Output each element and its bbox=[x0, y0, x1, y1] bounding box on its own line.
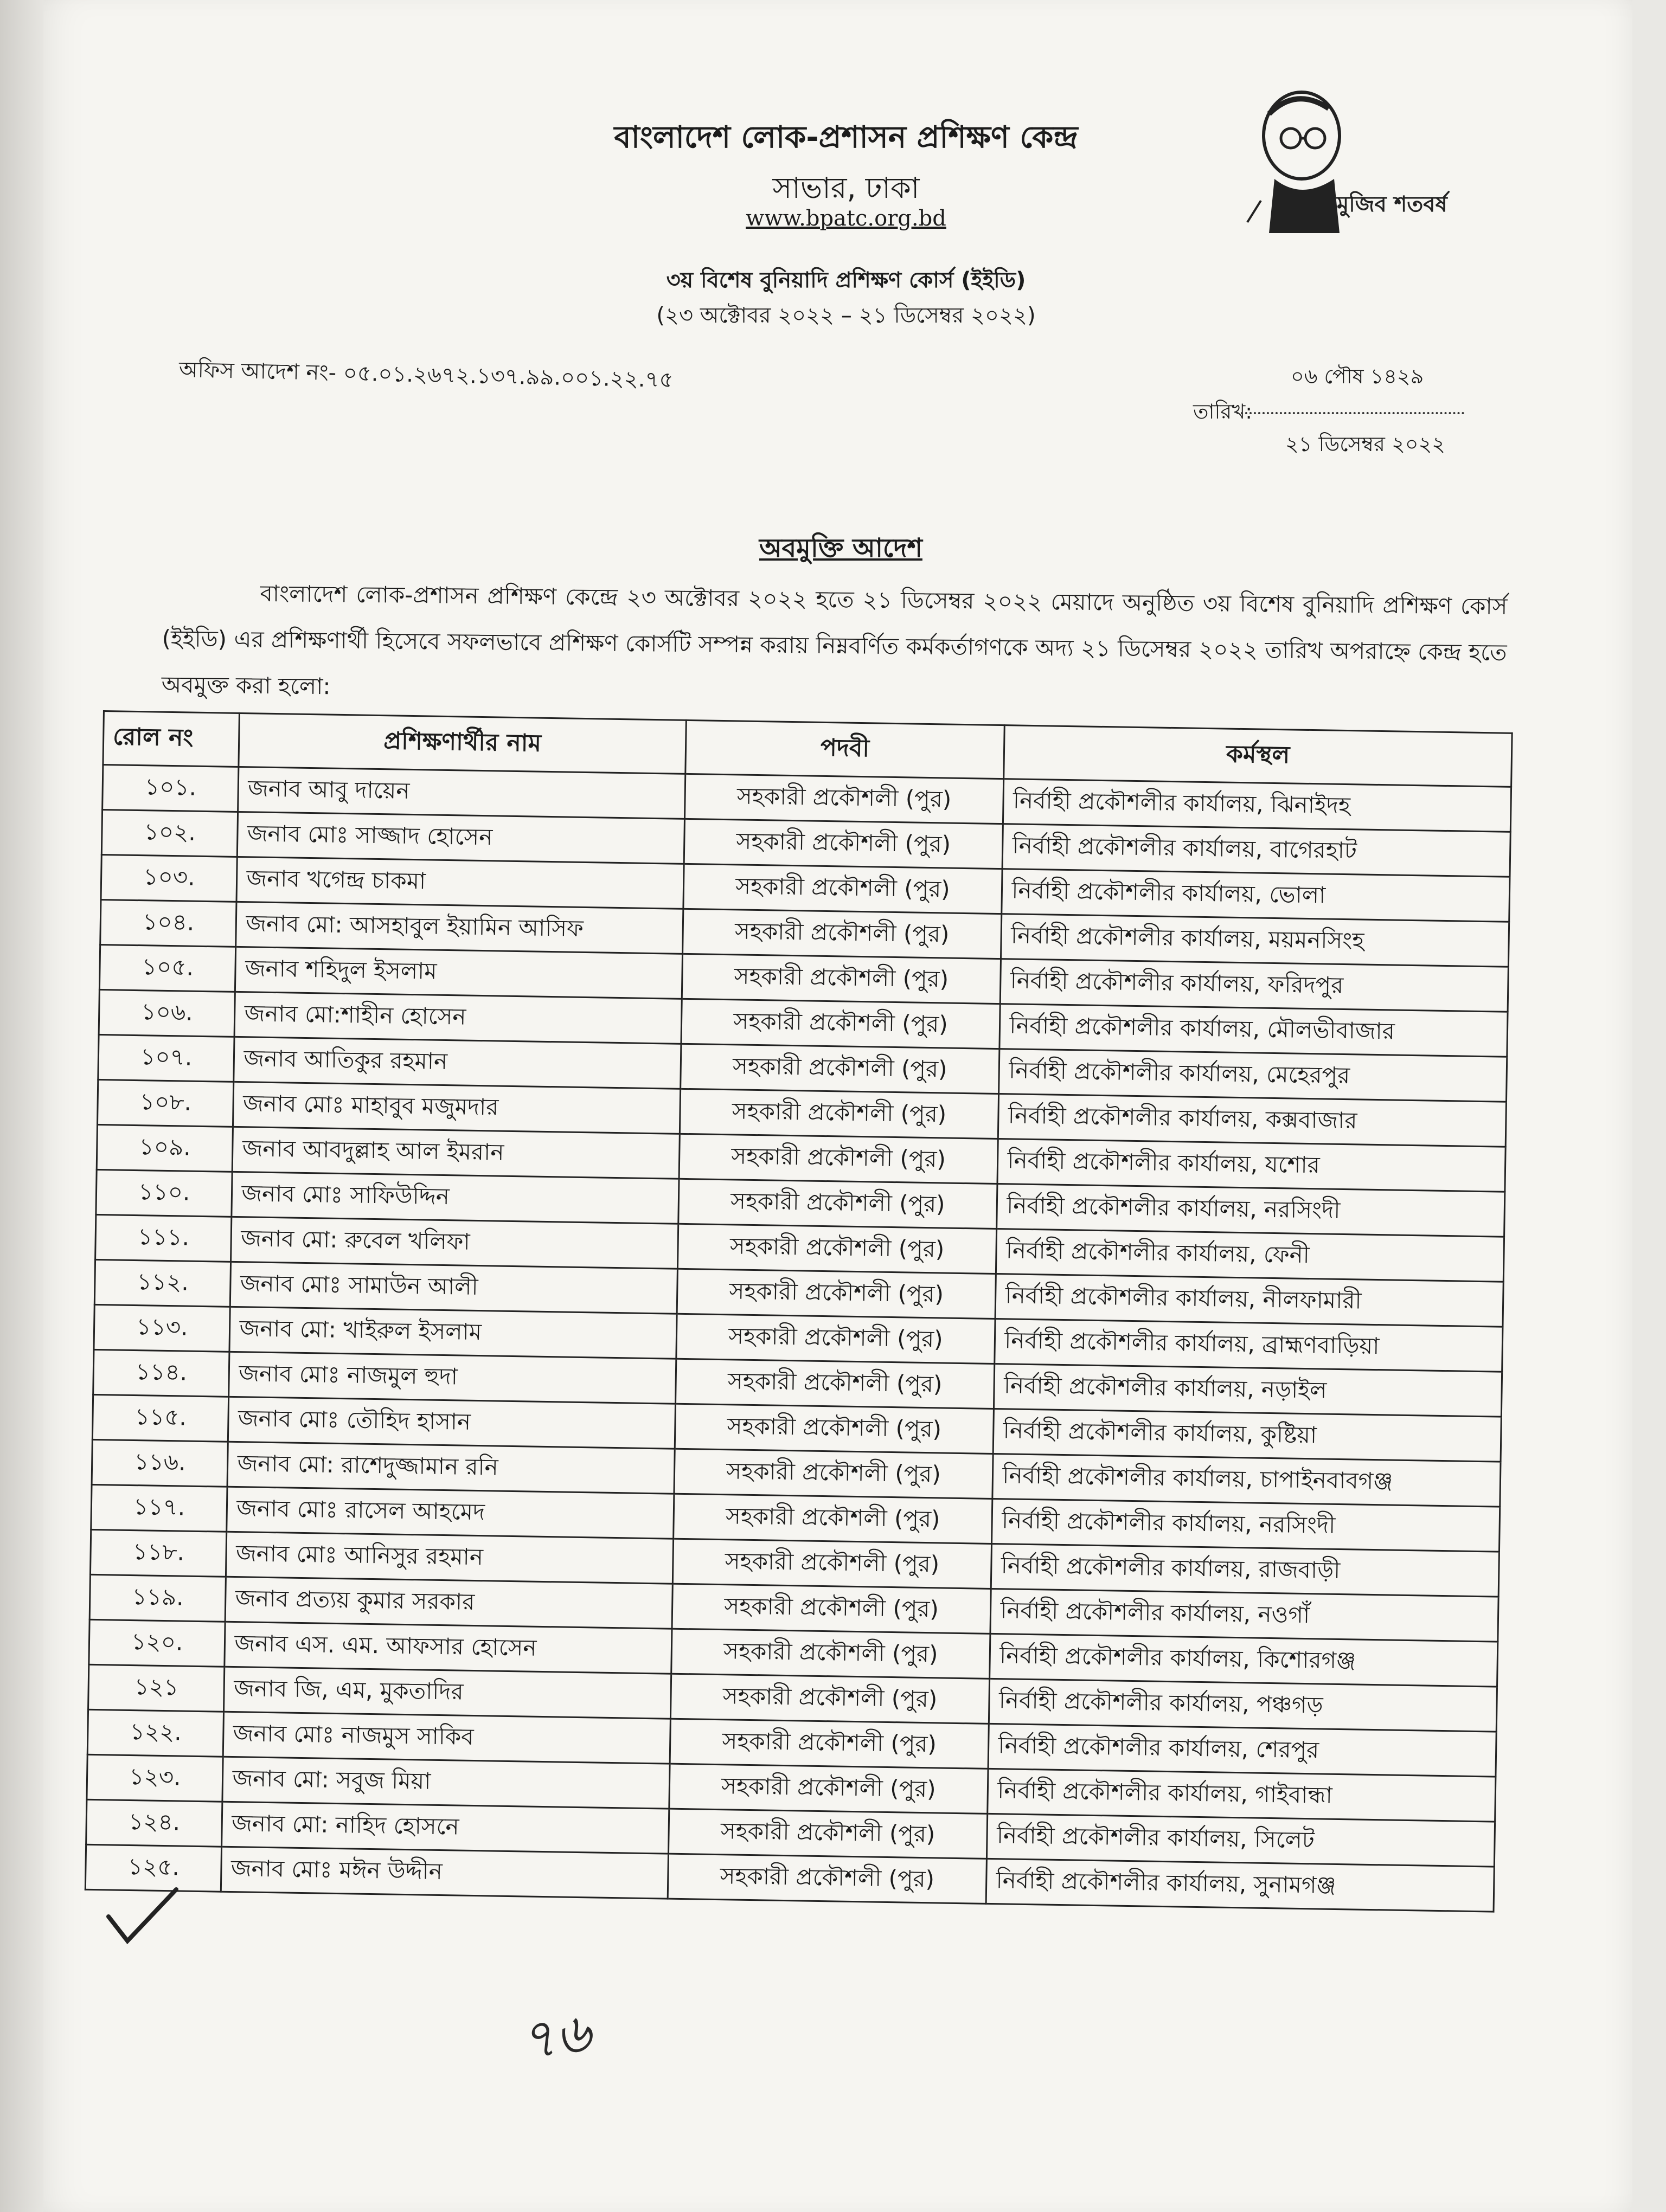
page-marker: ৭৬ bbox=[516, 2000, 595, 2073]
designation-cell: সহকারী প্রকৌশলী (পুর) bbox=[670, 1674, 990, 1724]
name-cell: জনাব মো:শাহীন হোসেন bbox=[235, 992, 682, 1044]
designation-cell: সহকারী প্রকৌশলী (পুর) bbox=[678, 1179, 997, 1229]
name-cell: জনাব শহিদুল ইসলাম bbox=[235, 947, 682, 999]
roll-cell: ১২২. bbox=[87, 1709, 224, 1757]
designation-cell: সহকারী প্রকৌশলী (পুর) bbox=[673, 1494, 992, 1544]
roll-cell: ১১৬. bbox=[92, 1439, 228, 1487]
designation-cell: সহকারী প্রকৌশলী (পুর) bbox=[671, 1629, 990, 1679]
roll-cell: ১২৪. bbox=[86, 1799, 223, 1847]
workplace-cell: নির্বাহী প্রকৌশলীর কার্যালয়, নওগাঁ bbox=[990, 1589, 1498, 1642]
roll-cell: ১০৫. bbox=[99, 944, 236, 992]
designation-cell: সহকারী প্রকৌশলী (পুর) bbox=[683, 864, 1002, 914]
course-title: ৩য় বিশেষ বুনিয়াদি প্রশিক্ষণ কোর্স (ইইডি) bbox=[666, 268, 1026, 293]
organization-location: সাভার, ঢাকা bbox=[772, 171, 920, 205]
roll-cell: ১১৩. bbox=[94, 1304, 230, 1352]
name-cell: জনাব মো: খাইরুল ইসলাম bbox=[229, 1307, 676, 1359]
name-cell: জনাব মোঃ মঈন উদ্দীন bbox=[221, 1847, 668, 1899]
workplace-cell: নির্বাহী প্রকৌশলীর কার্যালয়, কুষ্টিয়া bbox=[994, 1409, 1502, 1462]
roll-cell: ১১৪. bbox=[93, 1349, 230, 1397]
workplace-cell: নির্বাহী প্রকৌশলীর কার্যালয়, সিলেট bbox=[987, 1814, 1495, 1867]
designation-cell: সহকারী প্রকৌশলী (পুর) bbox=[680, 1089, 999, 1139]
workplace-cell: নির্বাহী প্রকৌশলীর কার্যালয়, মেহেরপুর bbox=[999, 1049, 1507, 1102]
logo-text: মুজিব শতবর্ষ bbox=[1337, 192, 1447, 217]
name-cell: জনাব জি, এম, মুকতাদির bbox=[224, 1667, 671, 1719]
designation-cell: সহকারী প্রকৌশলী (পুর) bbox=[668, 1854, 987, 1904]
name-cell: জনাব প্রত্যয় কুমার সরকার bbox=[226, 1577, 672, 1629]
date-label: তারিখ: bbox=[1193, 400, 1253, 423]
workplace-cell: নির্বাহী প্রকৌশলীর কার্যালয়, ব্রাহ্মণবাড়িয়া bbox=[995, 1319, 1503, 1372]
designation-cell: সহকারী প্রকৌশলী (পুর) bbox=[672, 1539, 992, 1589]
name-cell: জনাব মোঃ তৌহিদ হাসান bbox=[228, 1397, 675, 1449]
designation-cell: সহকারী প্রকৌশলী (পুর) bbox=[679, 1134, 998, 1184]
roll-cell: ১০৭. bbox=[98, 1034, 235, 1082]
office-order-number: অফিস আদেশ নং- ০৫.০১.২৬৭২.১৩৭.৯৯.০০১.২২.৭৫ bbox=[178, 357, 674, 393]
workplace-cell: নির্বাহী প্রকৌশলীর কার্যালয়, মৌলভীবাজার bbox=[999, 1004, 1508, 1057]
workplace-cell: নির্বাহী প্রকৌশলীর কার্যালয়, ভোলা bbox=[1002, 869, 1510, 922]
date-english: ২১ ডিসেম্বর ২০২২ bbox=[1285, 432, 1445, 456]
name-cell: জনাব আবু দায়েন bbox=[238, 767, 685, 819]
designation-cell: সহকারী প্রকৌশলী (পুর) bbox=[675, 1359, 995, 1409]
name-cell: জনাব মোঃ নাজমুস সাকিব bbox=[223, 1712, 670, 1764]
name-cell: জনাব মোঃ সাজ্জাদ হোসেন bbox=[238, 812, 684, 864]
roll-cell: ১১৭. bbox=[91, 1484, 228, 1532]
designation-cell: সহকারী প্রকৌশলী (পুর) bbox=[677, 1224, 997, 1274]
workplace-cell: নির্বাহী প্রকৌশলীর কার্যালয়, যশোর bbox=[997, 1139, 1505, 1192]
workplace-cell: নির্বাহী প্রকৌশলীর কার্যালয়, ফেনী bbox=[996, 1229, 1504, 1282]
designation-cell: সহকারী প্রকৌশলী (পুর) bbox=[684, 774, 1004, 824]
roll-cell: ১১৫. bbox=[92, 1394, 229, 1442]
date-divider bbox=[1236, 412, 1464, 414]
designation-cell: সহকারী প্রকৌশলী (পুর) bbox=[684, 819, 1003, 869]
mujib-logo-icon bbox=[1236, 76, 1447, 239]
roll-cell: ১১০. bbox=[96, 1169, 233, 1217]
roll-cell: ১১৯. bbox=[89, 1574, 226, 1622]
workplace-cell: নির্বাহী প্রকৌশলীর কার্যালয়, ঝিনাইদহ bbox=[1003, 779, 1511, 832]
organization-name: বাংলাদেশ লোক-প্রশাসন প্রশিক্ষণ কেন্দ্র bbox=[614, 120, 1078, 155]
designation-cell: সহকারী প্রকৌশলী (পুর) bbox=[682, 954, 1001, 1004]
workplace-cell: নির্বাহী প্রকৌশলীর কার্যালয়, নীলফামারী bbox=[996, 1274, 1504, 1327]
order-body bbox=[161, 569, 1508, 722]
designation-cell: সহকারী প্রকৌশলী (পুর) bbox=[670, 1719, 989, 1769]
name-cell: জনাব মো: রুবেল খলিফা bbox=[231, 1217, 678, 1269]
roll-cell: ১০৩. bbox=[101, 854, 238, 902]
name-cell: জনাব মো: সবুজ মিয়া bbox=[222, 1757, 669, 1809]
course-period: (২৩ অক্টোবর ২০২২ – ২১ ডিসেম্বর ২০২২) bbox=[656, 303, 1036, 328]
roll-cell: ১০৯. bbox=[97, 1124, 233, 1172]
workplace-cell: নির্বাহী প্রকৌশলীর কার্যালয়, ফরিদপুর bbox=[1001, 959, 1509, 1012]
organization-website[interactable]: www.bpatc.org.bd bbox=[746, 206, 946, 231]
workplace-cell: নির্বাহী প্রকৌশলীর কার্যালয়, নরসিংদী bbox=[997, 1184, 1505, 1237]
roll-cell: ১০২. bbox=[101, 810, 238, 857]
roll-cell: ১০৬. bbox=[99, 989, 235, 1037]
designation-cell: সহকারী প্রকৌশলী (পুর) bbox=[675, 1404, 994, 1454]
workplace-cell: নির্বাহী প্রকৌশলীর কার্যালয়, নড়াইল bbox=[994, 1364, 1502, 1417]
workplace-cell: নির্বাহী প্রকৌশলীর কার্যালয়, ময়মনসিংহ bbox=[1001, 914, 1509, 967]
order-title: অবমুক্তি আদেশ bbox=[759, 533, 922, 563]
trainee-table-wrap bbox=[85, 710, 1589, 1914]
header-workplace: কর্মস্থল bbox=[1004, 725, 1512, 787]
name-cell: জনাব মোঃ আনিসুর রহমান bbox=[226, 1532, 673, 1584]
designation-cell: সহকারী প্রকৌশলী (পুর) bbox=[674, 1449, 993, 1499]
workplace-cell: নির্বাহী প্রকৌশলীর কার্যালয়, শেরপুর bbox=[988, 1724, 1496, 1777]
workplace-cell: নির্বাহী প্রকৌশলীর কার্যালয়, কক্সবাজার bbox=[998, 1094, 1507, 1147]
name-cell: জনাব মোঃ মাহাবুব মজুমদার bbox=[233, 1082, 680, 1134]
designation-cell: সহকারী প্রকৌশলী (পুর) bbox=[681, 999, 1001, 1049]
roll-cell: ১২৫. bbox=[85, 1844, 222, 1892]
roll-cell: ১১৮. bbox=[90, 1529, 227, 1577]
designation-cell: সহকারী প্রকৌশলী (পুর) bbox=[669, 1764, 988, 1814]
designation-cell: সহকারী প্রকৌশলী (পুর) bbox=[682, 909, 1002, 959]
order-body-text: বাংলাদেশ লোক-প্রশাসন প্রশিক্ষণ কেন্দ্রে ২৩ অক্টোবর ২০২২ হতে ২১ ডিসেম্বর ২০২২ মেয়াদে অনুষ্ঠিত ৩য় বিশেষ বুনিয়াদি প্রশিক্ষণ কোর্স (ইইডি) এর প্রশিক্ষণার্থী হিসেবে সফলভাবে প্রশিক্ষণ কোর্সটি সম্পন্ন করায় নিম্নবর্ণিত কর্মকর্তাগণকে অদ্য ২১ ডিসেম্বর ২০২২ তারিখ অপরাহ্নে কেন্দ্র হতে অবমুক্ত করা হলো: bbox=[161, 580, 1508, 700]
workplace-cell: নির্বাহী প্রকৌশলীর কার্যালয়, রাজবাড়ী bbox=[991, 1544, 1500, 1597]
workplace-cell: নির্বাহী প্রকৌশলীর কার্যালয়, সুনামগঞ্জ bbox=[986, 1859, 1495, 1912]
workplace-cell: নির্বাহী প্রকৌশলীর কার্যালয়, বাগেরহাট bbox=[1003, 824, 1511, 877]
designation-cell: সহকারী প্রকৌশলী (পুর) bbox=[668, 1809, 988, 1859]
date-bangla: ০৬ পৌষ ১৪২৯ bbox=[1291, 364, 1424, 388]
name-cell: জনাব মোঃ সাফিউদ্দিন bbox=[232, 1172, 678, 1224]
name-cell: জনাব মোঃ রাসেল আহমেদ bbox=[227, 1487, 674, 1539]
designation-cell: সহকারী প্রকৌশলী (পুর) bbox=[676, 1314, 995, 1364]
header-roll: রোল নং bbox=[103, 711, 240, 767]
workplace-cell: নির্বাহী প্রকৌশলীর কার্যালয়, পঞ্চগড় bbox=[989, 1679, 1497, 1732]
name-cell: জনাব মোঃ নাজমুল হুদা bbox=[229, 1352, 676, 1404]
designation-cell: সহকারী প্রকৌশলী (পুর) bbox=[672, 1584, 991, 1634]
roll-cell: ১২০. bbox=[89, 1619, 226, 1667]
roll-cell: ১১১. bbox=[95, 1214, 232, 1262]
name-cell: জনাব মো: রাশেদুজ্জামান রনি bbox=[228, 1442, 675, 1494]
workplace-cell: নির্বাহী প্রকৌশলীর কার্যালয়, গাইবান্ধা bbox=[988, 1769, 1496, 1822]
trainee-table bbox=[85, 710, 1513, 1913]
roll-cell: ১২১ bbox=[88, 1664, 225, 1712]
name-cell: জনাব মো: আসহাবুল ইয়ামিন আসিফ bbox=[236, 902, 683, 954]
header-name: প্রশিক্ষণার্থীর নাম bbox=[239, 713, 686, 774]
roll-cell: ১২৩. bbox=[87, 1754, 223, 1802]
roll-cell: ১০৪. bbox=[100, 899, 237, 947]
workplace-cell: নির্বাহী প্রকৌশলীর কার্যালয়, নরসিংদী bbox=[992, 1499, 1500, 1552]
roll-cell: ১০৮. bbox=[97, 1079, 234, 1127]
name-cell: জনাব আবদুল্লাহ আল ইমরান bbox=[233, 1127, 680, 1179]
header-designation: পদবী bbox=[685, 720, 1004, 779]
roll-cell: ১১২. bbox=[94, 1259, 231, 1307]
workplace-cell: নির্বাহী প্রকৌশলীর কার্যালয়, কিশোরগঞ্জ bbox=[990, 1634, 1498, 1687]
designation-cell: সহকারী প্রকৌশলী (পুর) bbox=[680, 1044, 999, 1094]
roll-cell: ১০১. bbox=[102, 765, 239, 812]
name-cell: জনাব এস. এম. আফসার হোসেন bbox=[225, 1622, 671, 1674]
name-cell: জনাব খগেন্দ্র চাকমা bbox=[236, 857, 683, 909]
designation-cell: সহকারী প্রকৌশলী (পুর) bbox=[677, 1269, 996, 1319]
workplace-cell: নির্বাহী প্রকৌশলীর কার্যালয়, চাপাইনবাবগঞ্জ bbox=[992, 1454, 1501, 1507]
name-cell: জনাব আতিকুর রহমান bbox=[234, 1037, 681, 1089]
name-cell: জনাব মোঃ সামাউন আলী bbox=[230, 1262, 677, 1314]
checkmark-icon bbox=[103, 1887, 179, 1946]
name-cell: জনাব মো: নাহিদ হোসনে bbox=[222, 1802, 669, 1854]
